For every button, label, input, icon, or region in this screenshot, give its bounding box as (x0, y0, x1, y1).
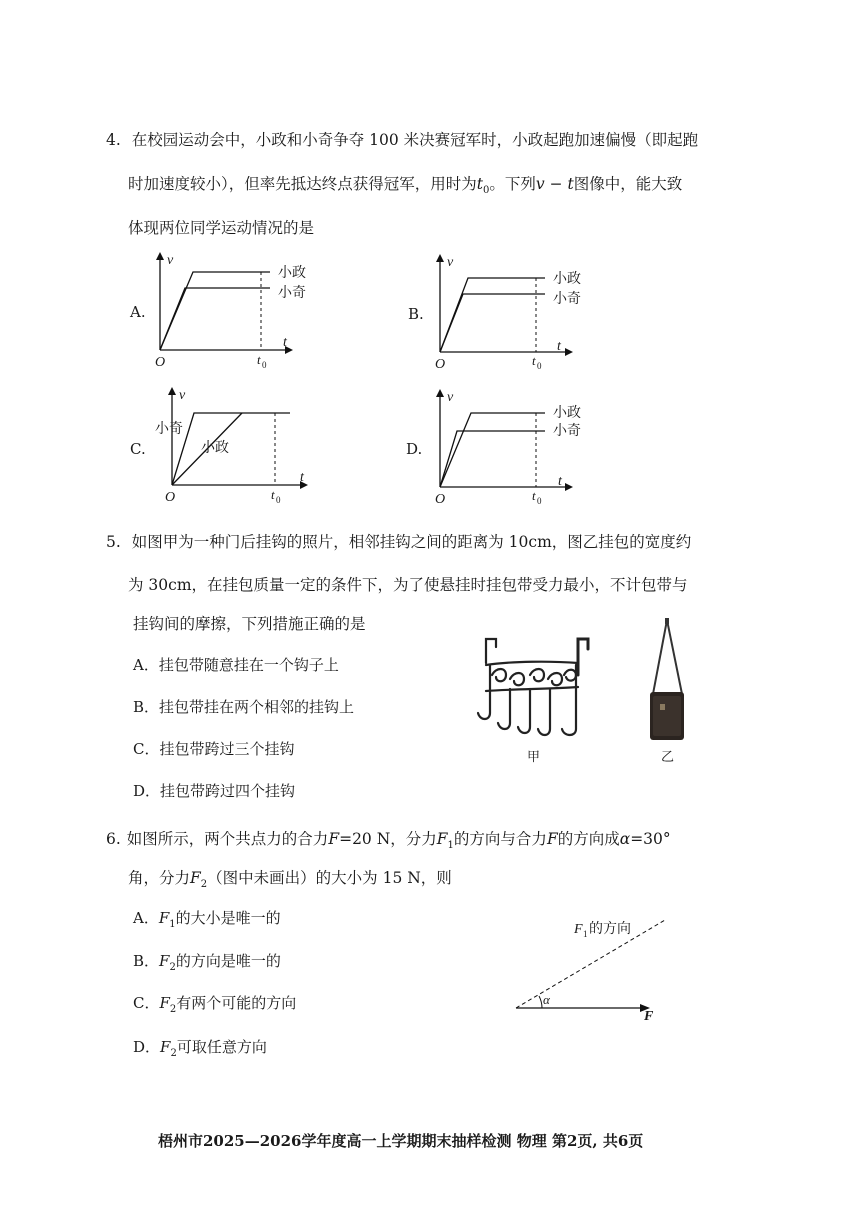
q5-text-1: 如图甲为一种门后挂钩的照片，相邻挂钩之间的距离为 10cm，图乙挂包的宽度约 (131, 533, 692, 551)
axis-v-label: v (447, 255, 454, 270)
q4-option-b[interactable]: B. (408, 305, 424, 323)
q4-graph-a (145, 250, 305, 370)
q4-text-2a: 时加速度较小），但率先抵达终点获得冠军，用时为 (128, 175, 477, 193)
q5-line3: 挂钩间的摩擦，下列措施正确的是 (133, 615, 366, 633)
line-qi (440, 431, 545, 487)
opt-var: F (158, 909, 170, 927)
q5-option-d[interactable]: D．挂包带跨过四个挂钩 (133, 782, 296, 800)
q4-graph-d (425, 387, 585, 507)
q6-text-1e: =30° (630, 830, 671, 848)
q4-graph-b (425, 252, 585, 372)
label-yi: 乙 (661, 750, 675, 765)
opt-sub: 2 (170, 1048, 177, 1059)
origin-label: O (435, 492, 446, 507)
f1-dir-var: F (574, 922, 583, 937)
q6-text-1b: =20 N，分力 (339, 830, 437, 848)
label-qi: 小奇 (155, 422, 183, 437)
label-jia: 甲 (527, 750, 541, 765)
axis-t-label: t (300, 470, 304, 485)
q6-text-1a: 如图所示，两个共点力的合力 (126, 830, 329, 848)
line-zheng (160, 272, 270, 350)
line-qi (440, 294, 545, 352)
label-zheng: 小政 (553, 406, 581, 421)
page-footer: 梧州市2025—2026学年度高一上学期期末抽样检测 物理 第2页, 共6页 (158, 1132, 644, 1150)
alpha-label: α (543, 992, 550, 1007)
opt-var: F (159, 952, 170, 970)
opt-var: F (159, 994, 170, 1012)
q4-t0: t (476, 175, 483, 193)
label-qi: 小奇 (278, 286, 306, 301)
q6-text-1d: 的方向成 (557, 830, 620, 848)
q6-option-b[interactable] (133, 950, 281, 973)
axis-t-label: t (283, 335, 287, 350)
f1-dir-text: 的方向 (589, 922, 631, 937)
q6-line2 (128, 866, 452, 890)
axis-v-label: v (167, 253, 174, 268)
q4-option-c[interactable]: C. (130, 440, 146, 458)
q4-line1 (106, 128, 698, 150)
q5-option-a[interactable]: A．挂包带随意挂在一个钩子上 (133, 656, 339, 674)
t0-sub: 0 (262, 360, 267, 370)
q6-option-d[interactable] (133, 1036, 267, 1059)
q6-number: 6. (106, 830, 121, 848)
axis-t-label: t (557, 339, 561, 354)
q4-t0-sub: 0 (483, 185, 490, 197)
opt-sub: 1 (169, 919, 176, 930)
q6-option-c[interactable] (133, 992, 296, 1015)
t0-label: t (257, 352, 261, 367)
t0-sub: 0 (537, 361, 542, 371)
q6-F2-sub: 2 (200, 879, 208, 891)
q4-vt-t: t (567, 175, 574, 193)
q4-line2 (128, 172, 682, 196)
label-qi: 小奇 (553, 424, 581, 439)
q6-F1-sub: 1 (447, 840, 454, 852)
origin-label: O (165, 490, 176, 505)
q4-text-1: 在校园运动会中，小政和小奇争夺 100 米决赛冠军时，小政起跑加速偏慢（即起跑 (131, 131, 699, 149)
axis-v-label: v (179, 388, 186, 403)
q5-number: 5. (106, 533, 121, 551)
opt-letter: D． (133, 1038, 161, 1056)
axis-v-label: v (447, 390, 454, 405)
q6-option-a[interactable] (133, 907, 281, 930)
q4-vt-dash: − (544, 175, 568, 193)
F-label: F (644, 1009, 654, 1024)
q5-line1 (106, 530, 691, 552)
q4-line3: 体现两位同学运动情况的是 (128, 219, 315, 237)
q6-F-2: F (546, 830, 558, 848)
q4-text-2b: 。下列 (489, 175, 536, 193)
q6-text-1c: 的方向与合力 (453, 830, 547, 848)
opt-letter: C． (133, 994, 160, 1012)
t0-sub: 0 (537, 496, 542, 506)
q6-text-2b: （图中未画出）的大小为 15 N，则 (207, 869, 452, 887)
line-zheng (440, 413, 545, 487)
axis-t-label: t (558, 474, 562, 489)
q5-line2: 为 30cm，在挂包质量一定的条件下，为了使悬挂时挂包带受力最小，不计包带与 (128, 576, 688, 594)
opt-sub: 2 (169, 962, 176, 973)
q6-F1: F (436, 830, 448, 848)
label-zheng: 小政 (278, 266, 306, 281)
q5-option-b[interactable]: B．挂包带挂在两个相邻的挂钩上 (133, 698, 355, 716)
line-zheng (440, 278, 545, 352)
t0-sub: 0 (276, 495, 281, 505)
label-qi: 小奇 (553, 292, 581, 307)
t0-label: t (532, 353, 536, 368)
opt-letter: A． (133, 909, 159, 927)
q5-option-c[interactable]: C．挂包带跨过三个挂钩 (133, 740, 295, 758)
q6-line1 (106, 827, 671, 851)
hook-rack-photo (472, 635, 607, 745)
origin-label: O (435, 357, 446, 372)
opt-text: 可取任意方向 (176, 1038, 267, 1056)
t0-label: t (271, 487, 275, 502)
f1-dir-sub: 1 (583, 929, 588, 939)
q6-F2: F (190, 869, 201, 887)
opt-text: 的方向是唯一的 (175, 952, 281, 970)
q4-option-a[interactable]: A. (130, 303, 146, 321)
opt-var: F (160, 1038, 171, 1056)
opt-text: 有两个可能的方向 (176, 994, 297, 1012)
label-zheng: 小政 (553, 272, 581, 287)
line-qi (160, 288, 270, 350)
t0-label: t (532, 488, 536, 503)
q4-number: 4. (106, 131, 121, 149)
opt-letter: B． (133, 952, 160, 970)
origin-label: O (155, 355, 166, 370)
bag-photo (642, 618, 692, 743)
q6-F: F (328, 830, 340, 848)
q6-text-2a: 角，分力 (128, 869, 191, 887)
opt-sub: 2 (169, 1004, 177, 1015)
label-zheng: 小政 (201, 441, 229, 456)
q4-text-2c: 图像中，能大致 (573, 175, 683, 193)
q6-alpha: α (619, 830, 631, 848)
q4-vt-v: v (535, 175, 545, 193)
q4-option-d[interactable]: D. (406, 440, 423, 458)
q4-graph-c (157, 385, 327, 505)
force-diagram (510, 910, 690, 1030)
opt-text: 的大小是唯一的 (175, 909, 281, 927)
